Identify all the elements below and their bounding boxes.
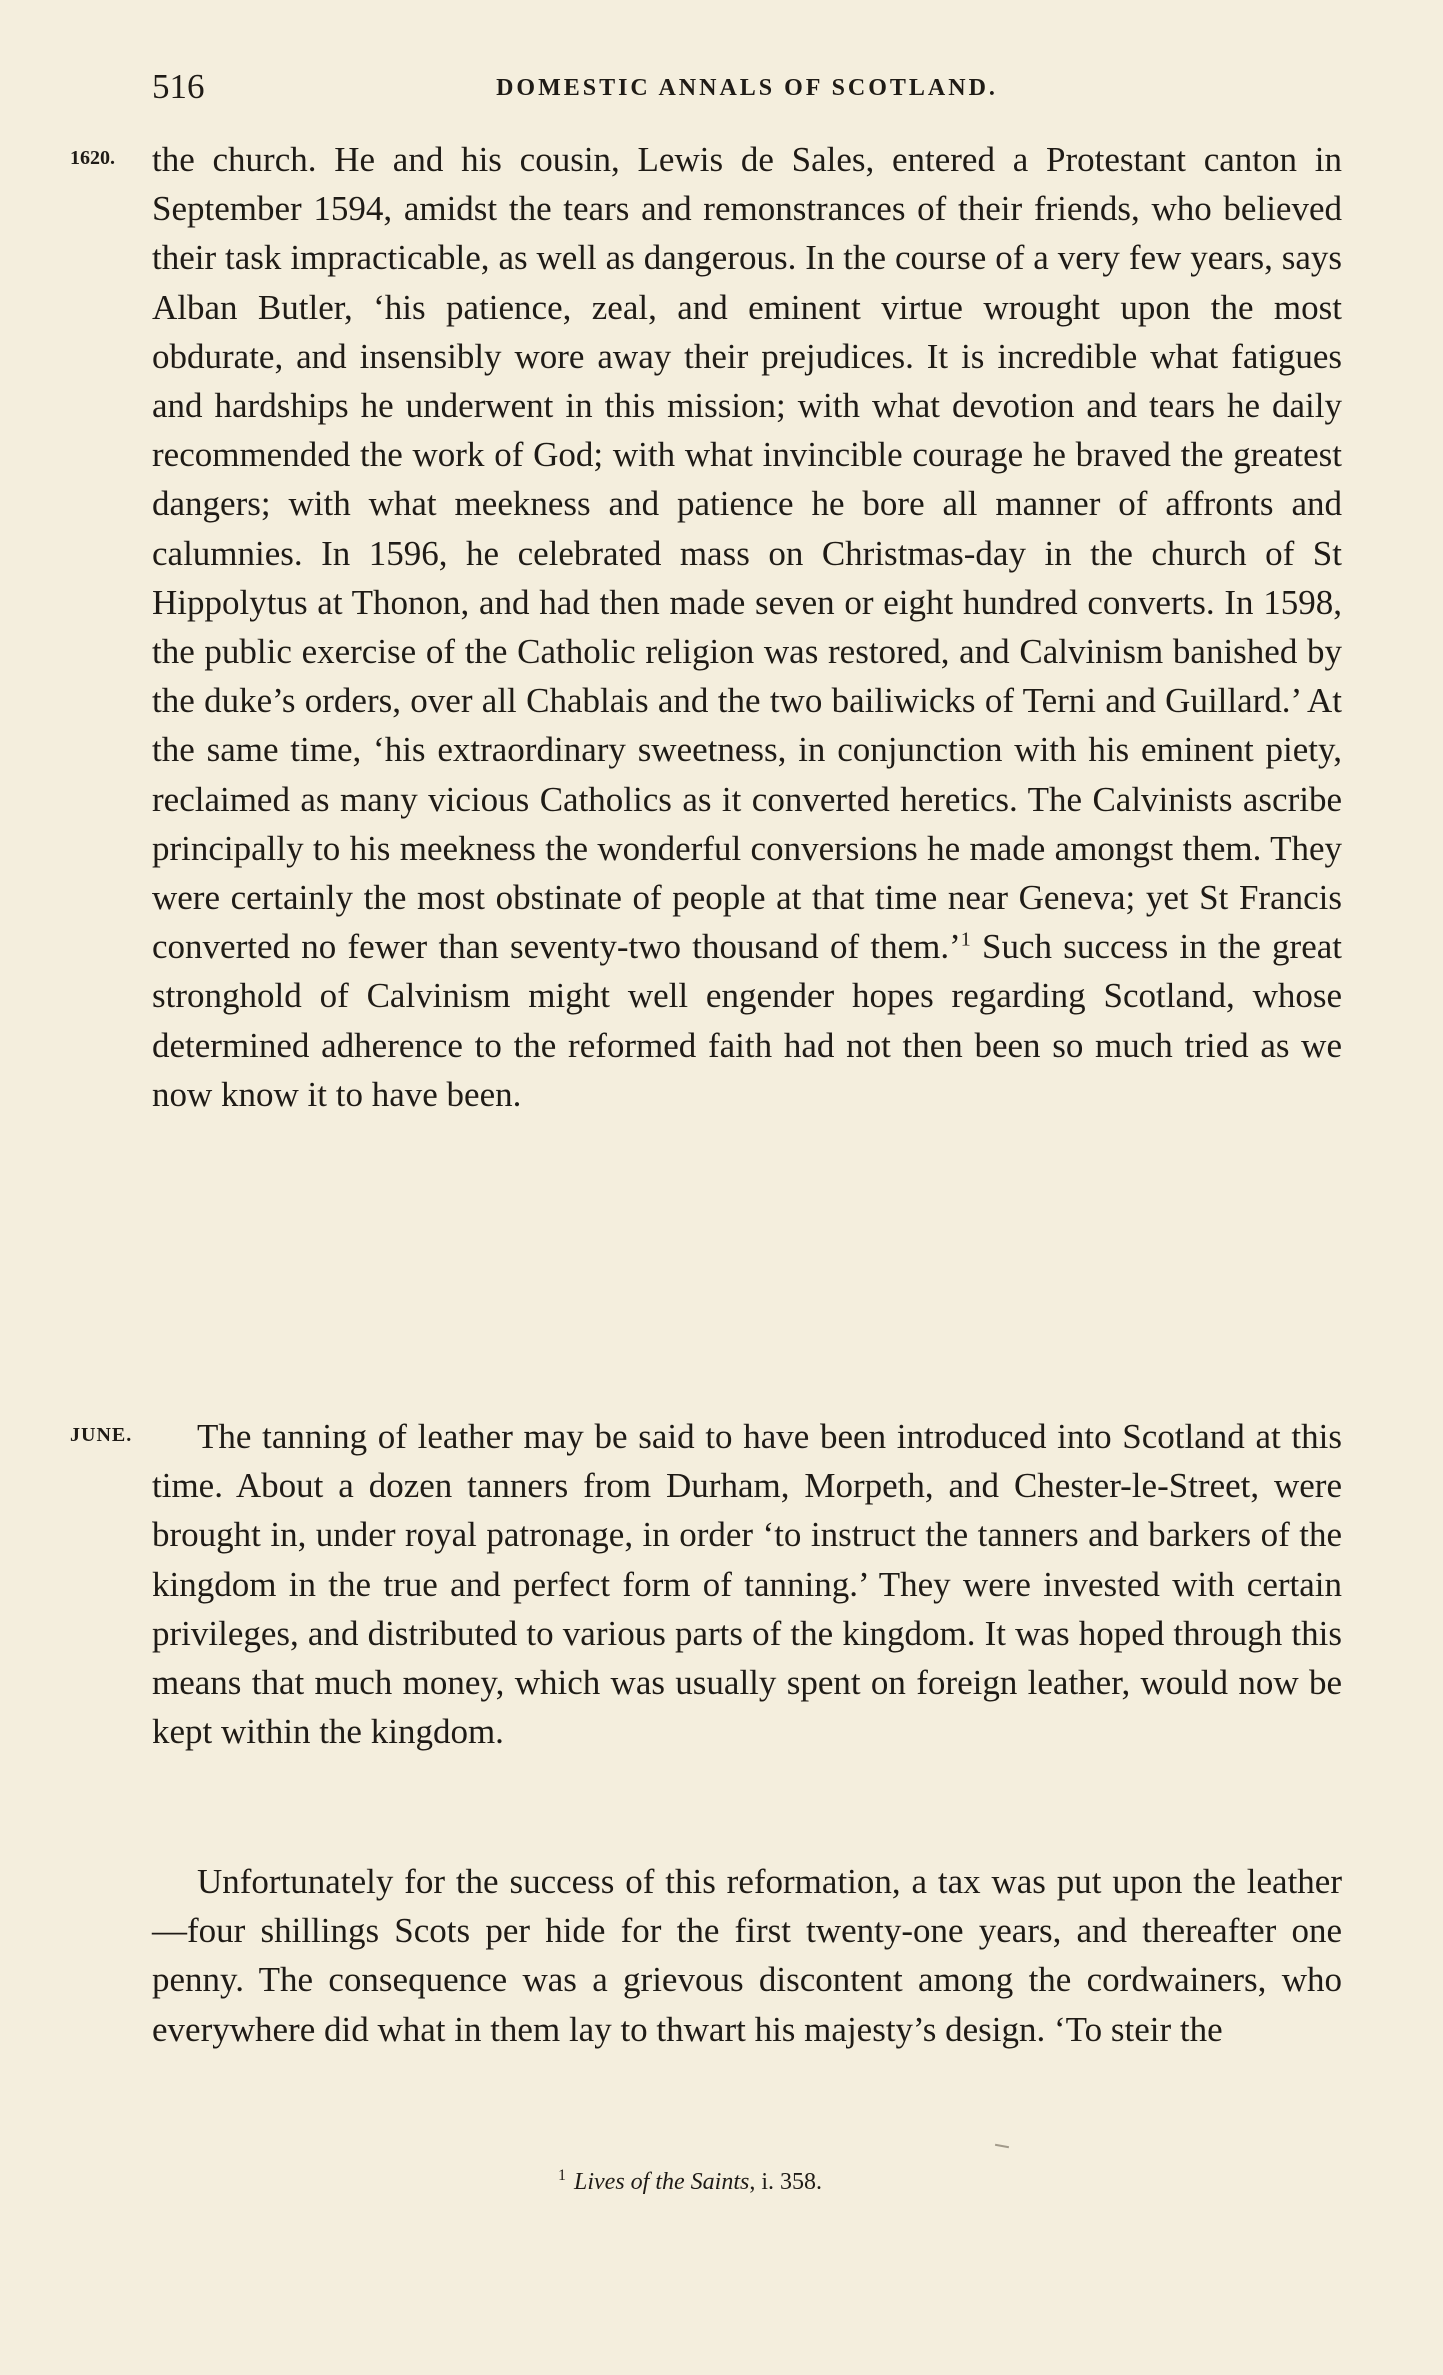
footnote-reference: 1: [960, 928, 971, 951]
margin-month: JUNE.: [70, 1424, 133, 1446]
paragraph-tanning: The tanning of leather may be said to have been introduced into Scotland at this time. About a dozen tanners from Durham, Morpeth, and Chester-le-Street, were brought in, under royal patronage, in order ‘to instruct the tanners and barkers of the kingdom in the true and perfect form of tanning.’ They were invested with certain privileges, and distributed to various parts of the kingdom. It was hoped through this means that much money, which was usually spent on foreign leather, would now be kept within the kingdom.: [152, 1417, 1342, 1752]
page-number: 516: [152, 67, 205, 106]
paragraph-text: Such success in the great stronghold of Calvinism might well engender hopes regarding Scotland, whose determined adherence to the reformed faith had not then been so much tried as we now know it to have been.: [152, 927, 1342, 1114]
footnote-marker: 1: [558, 2167, 566, 2184]
running-head: [152, 62, 1342, 112]
paragraph-text: the church. He and his cousin, Lewis de Sales, entered a Protestant canton in September 1594, amidst the tears and remonstrances of their friends, who believed their task impracticable, as well as dangerous. In the course of a very few years, says Alban Butler, ‘his patience, zeal, and eminent virtue wrought upon the most obdurate, and insensibly wore away their prejudices. It is incredible what fatigues and hardships he underwent in this mission; with what devotion and tears he daily recommended the work of God; with what invincible courage he braved the greatest dangers; with what meekness and patience he bore all manner of affronts and calumnies. In 1596, he celebrated mass on Christmas-day in the church of St Hippolytus at Thonon, and had then made seven or eight hundred converts. In 1598, the public exercise of the Catholic religion was restored, and Calvinism banished by the duke’s orders, over all Chablais and the two bailiwicks of Terni and Guillard.’ At the same time, ‘his extraordinary sweetness, in conjunction with his eminent piety, reclaimed as many vicious Catholics as it converted heretics. The Calvinists ascribe principally to his meekness the wonderful conversions he made amongst them. They were certainly the most obstinate of people at that time near Geneva; yet St Francis converted no fewer than seventy-two thousand of them.’: [152, 140, 1342, 967]
stray-ink-mark: [995, 2144, 1009, 2148]
running-title: DOMESTIC ANNALS OF SCOTLAND.: [496, 75, 998, 101]
paragraph-leather-tax: Unfortunately for the success of this reformation, a tax was put upon the leather—four shillings Scots per hide for the first twenty-one years, and thereafter one penny. The consequence was a grievous discontent among the cordwainers, who everywhere did what in them lay to thwart his majesty’s design. ‘To steir the: [152, 1862, 1342, 2049]
footnote: [558, 2158, 822, 2200]
footnote-citation: , i. 358.: [749, 2169, 822, 2195]
margin-year: 1620.: [70, 147, 115, 169]
paragraph-francis-de-sales: [152, 135, 1342, 1119]
footnote-title: Lives of the Saints: [574, 2169, 750, 2195]
